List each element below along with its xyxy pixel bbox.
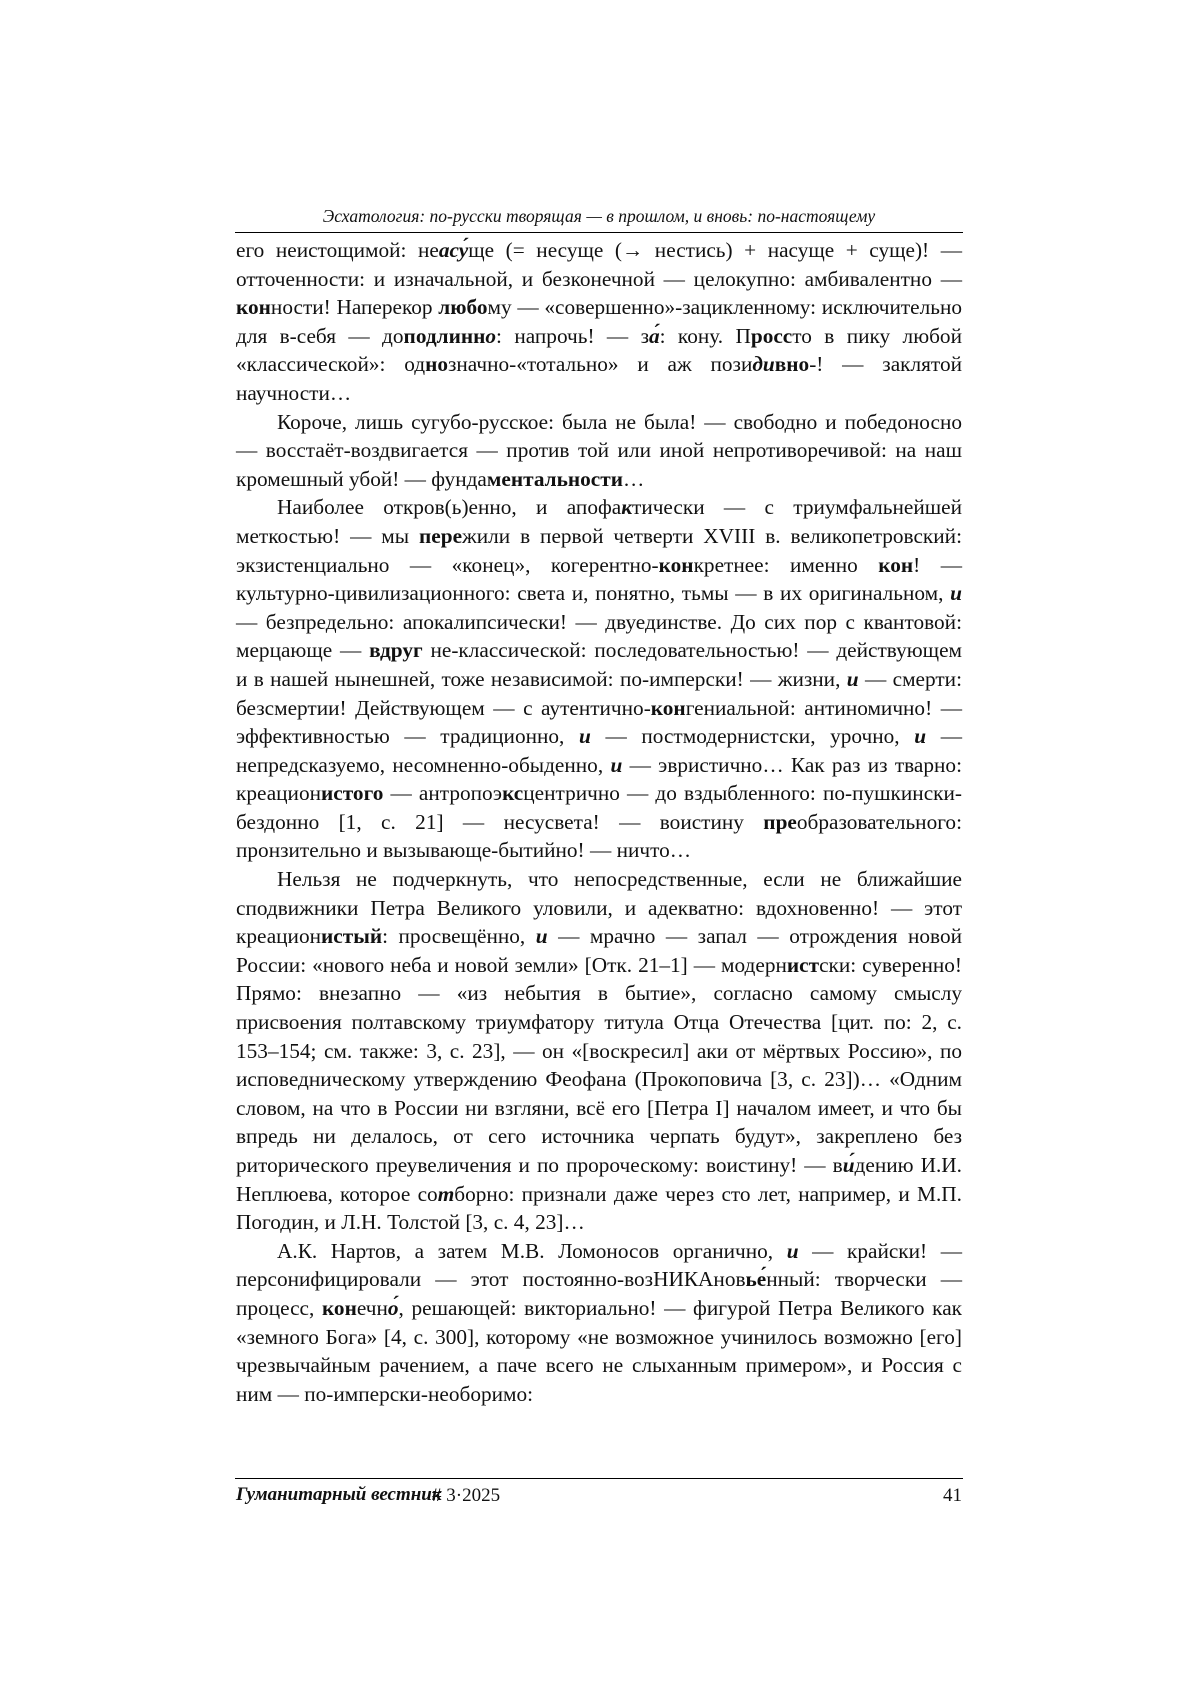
running-header: Эсхатология: по-русски творящая — в прошлом, и вновь: по-настоящему bbox=[235, 206, 963, 233]
emphasis-run: и́ bbox=[842, 1153, 855, 1177]
emphasis-run: и bbox=[535, 924, 548, 949]
emphasis-run: кон bbox=[236, 295, 271, 320]
emphasis-run: ье́ bbox=[745, 1267, 767, 1292]
emphasis-run: и bbox=[914, 724, 927, 749]
emphasis-run: и bbox=[786, 1238, 799, 1263]
emphasis-run: кс bbox=[502, 781, 524, 806]
text-run: — крайски! — персонифицировали — этот постоянно-возНИКАнов bbox=[236, 1238, 962, 1292]
emphasis-run: и bbox=[846, 666, 859, 691]
text-run: : напрочь! — з bbox=[496, 323, 649, 348]
emphasis-run: кон bbox=[650, 695, 686, 720]
emphasis-run: и bbox=[610, 752, 623, 777]
emphasis-run: истый bbox=[321, 924, 383, 949]
emphasis-run: ист bbox=[786, 952, 820, 977]
text-run: Короче, лишь сугубо-русское: была не была! — свободно и победоносно — восстаёт-воздвигается — против той или иной непротиворечивой: на наш кромешный убой! — фунда bbox=[236, 409, 962, 491]
emphasis-run: а́ bbox=[649, 323, 660, 348]
text-run: — безпредельно: апокалипсически! — двуединстве. До сих пор с квантовой: мерцающе — bbox=[236, 609, 962, 663]
text-run: … bbox=[623, 466, 645, 491]
paragraph-2 bbox=[236, 408, 962, 494]
text-run: — смерти: безсмертии! Действующем — с аутентично- bbox=[236, 666, 962, 720]
paragraph-1 bbox=[236, 236, 962, 408]
text-run: : просвещённо, bbox=[382, 924, 536, 949]
text-run: А.К. Нартов, а затем М.В. Ломоносов органично, bbox=[277, 1238, 787, 1263]
emphasis-run: и bbox=[579, 724, 591, 749]
text-run: центрично — до вздыбленного: по-пушкински-бездонно [1, с. 21] — несусвета! — воистину bbox=[236, 781, 962, 834]
text-run: ечн bbox=[356, 1295, 388, 1320]
emphasis-run: к bbox=[621, 495, 633, 520]
emphasis-run: о́ bbox=[387, 1295, 399, 1320]
text-run: , решающей: викториально! — фигурой Петра Великого как «земного Бога» [4, с. 300], которому «не возможное учинилось возможно [его] чрезвычайным рачением, а паче всего не слыханным примером», и Россия с ним — по-имперски-необоримо: bbox=[236, 1295, 962, 1406]
emphasis-run: кон bbox=[878, 552, 914, 577]
text-run: ски: суверенно! Прямо: внезапно — «из небытия в бытие», согласно самому смыслу присвоения полтавскому триумфатору титула Отца Отечества [цит. по: 2, с. 153–154; см. также: 3, с. 23], — он «[воскресил] аки от мёртвых Россию», по исповедническому утверждению Феофана (Прокоповича [3, с. 23])… «Одним словом, на что в России ни взгляни, всё его [Петра I] началом имеет, и что бы впредь ни делалось, от сего источника черпать будут», закреплено без риторического преувеличения и по пророческому: воистину! — в bbox=[236, 952, 962, 1177]
text-run: — непредсказуемо, несомненно-обыденно, bbox=[236, 724, 963, 777]
text-run: борно: признали даже через сто лет, например, и М.П. Погодин, и Л.Н. Толстой [3, с. 4, 23]… bbox=[236, 1181, 963, 1235]
issue-number: # 3·2025 bbox=[432, 1485, 501, 1506]
text-run: кретнее: именно bbox=[693, 552, 879, 577]
emphasis-run: ди bbox=[752, 352, 775, 377]
emphasis-run: вдруг bbox=[369, 638, 423, 663]
text-run: Нельзя не подчеркнуть, что непосредственные, если не ближайшие сподвижники Петра Великого уловили, и адекватно: вдохновенно! — этот креацион bbox=[236, 867, 962, 949]
emphasis-run: т bbox=[437, 1181, 455, 1206]
emphasis-run: кон bbox=[321, 1295, 357, 1320]
emphasis-run: ментальности bbox=[486, 466, 623, 491]
journal-name: Гуманитарный вестник bbox=[236, 1484, 442, 1505]
text-run: то в пику любой «классической»: од bbox=[236, 323, 962, 377]
emphasis-run: росс bbox=[750, 323, 793, 348]
emphasis-run: и bbox=[950, 581, 962, 606]
emphasis-run: асу́ bbox=[438, 238, 469, 262]
emphasis-run: кон bbox=[658, 552, 694, 577]
text-run: дению И.И. Неплюева, которое со bbox=[236, 1153, 962, 1206]
emphasis-run: о bbox=[485, 323, 497, 348]
emphasis-run: истого bbox=[321, 781, 384, 806]
text-run: ности! Наперекор bbox=[270, 295, 439, 320]
text-run: -! — заклятой научности… bbox=[236, 352, 962, 405]
text-run: — антропоэ bbox=[383, 781, 503, 806]
text-run: — постмодернистски, урочно, bbox=[590, 724, 915, 749]
article-body bbox=[236, 236, 962, 1408]
text-run: образовательного: пронзительно и вызывающе-бытийно! — ничто… bbox=[236, 809, 962, 863]
text-run: гениальной: антиномично! — эффективностью — традиционно, bbox=[236, 695, 962, 749]
text-run: жили в первой четверти XVIII в. великопетровский: экзистенциально — «конец», когерентно- bbox=[236, 523, 962, 577]
emphasis-run: пере bbox=[419, 523, 463, 548]
footer-rule bbox=[235, 1478, 963, 1479]
page-number: 41 bbox=[943, 1485, 962, 1506]
paragraph-5 bbox=[236, 1237, 962, 1409]
paragraph-4 bbox=[236, 865, 962, 1237]
text-run: ще (= несуще (→ нестись) + насуще + суще)! — отточенности: и изначальной, и безконечной — целокупно: амбивалентно — bbox=[236, 238, 962, 291]
text-run: — эвристично… Как раз из тварно: креацион bbox=[236, 752, 962, 806]
text-run: — мрачно — запал — отрождения новой России: «нового неба и новой земли» [Отк. 21–1] — модерн bbox=[236, 924, 963, 977]
emphasis-run: подлинн bbox=[403, 323, 486, 348]
paragraph-3 bbox=[236, 493, 962, 865]
text-run: Наиболее откров(ь)енно, и апофа bbox=[277, 495, 622, 520]
text-run: значно-«тотально» и аж пози bbox=[448, 352, 753, 377]
text-run: : кону. П bbox=[659, 323, 751, 348]
text-run: нный: творчески — процесс, bbox=[236, 1267, 962, 1320]
emphasis-run: любо bbox=[438, 295, 488, 320]
text-run: его неистощимой: не bbox=[236, 238, 439, 262]
text-run: ! — культурно-цивилизационного: света и, понятно, тьмы — в их оригинальном, bbox=[236, 552, 962, 606]
emphasis-run: но bbox=[425, 352, 448, 377]
text-run: тически — с триумфальнейшей меткостью! — мы bbox=[236, 495, 962, 548]
emphasis-run: пре bbox=[763, 809, 797, 834]
emphasis-run: вно bbox=[774, 352, 810, 377]
text-run: му — «совершенно»-зацикленному: исключительно для в-себя — до bbox=[236, 295, 962, 348]
text-run: не-классической: последовательностью! — действующем и в нашей нынешней, тоже независимой: по-имперски! — жизни, bbox=[236, 638, 962, 691]
